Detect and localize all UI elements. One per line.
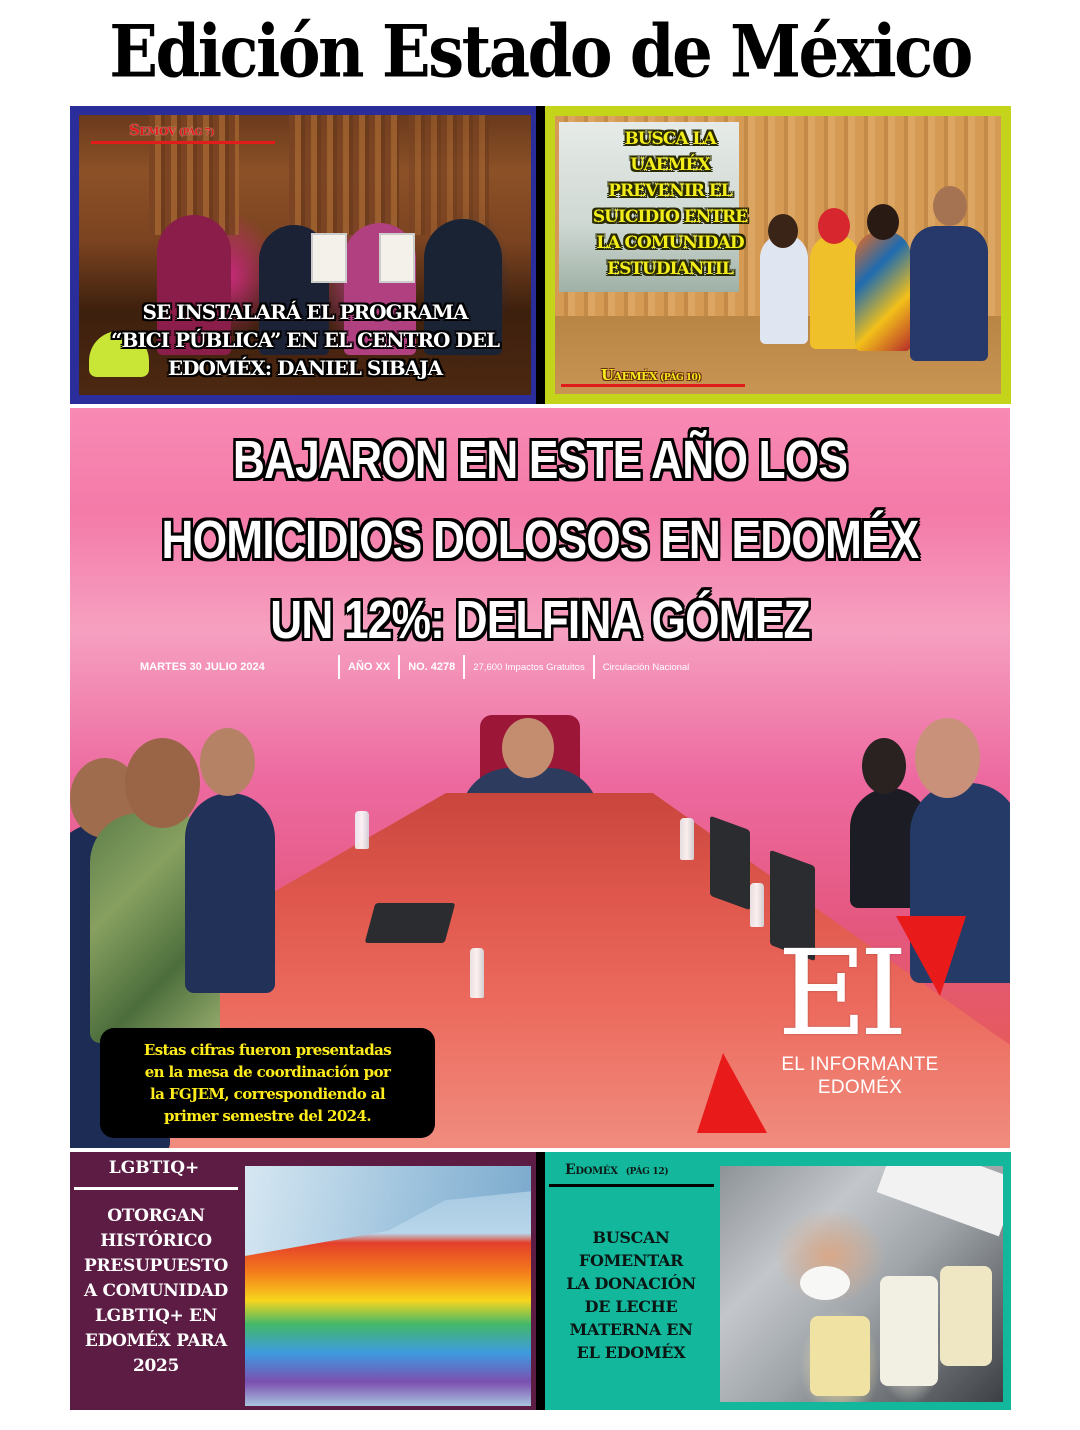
- signed-document: [379, 233, 415, 283]
- headline-line: A COMUNIDAD: [84, 1281, 228, 1301]
- headline-line: UN 12%: DELFINA GÓMEZ: [270, 590, 810, 650]
- water-bottle: [470, 948, 484, 998]
- logo-mark: EI: [777, 924, 900, 1062]
- photo-caption: [144, 1039, 391, 1127]
- headline-line: LA COMUNIDAD: [596, 233, 744, 253]
- person-figure: [185, 793, 275, 993]
- section-tag-uaemex[interactable]: [601, 366, 701, 384]
- headline-line: EL EDOMÉX: [576, 1343, 686, 1362]
- headline-line: LA DONACIÓN: [566, 1274, 696, 1293]
- person-head: [502, 718, 554, 778]
- story-headline[interactable]: [79, 298, 531, 382]
- caption-line: Estas cifras fueron presentadas: [143, 1041, 392, 1059]
- water-bottle: [680, 818, 694, 860]
- caption-line: en la mesa de coordinación por: [144, 1063, 391, 1081]
- headline-line: PREVENIR EL: [608, 181, 732, 201]
- section-tag-label: Edoméx: [565, 1162, 618, 1178]
- story-photo-rainbow-flag: [245, 1166, 531, 1406]
- headline-line: PRESUPUESTO: [84, 1256, 228, 1276]
- headline-line: UAEMÉX: [630, 155, 710, 175]
- milk-jar: [810, 1316, 870, 1396]
- column-divider: [536, 1152, 545, 1410]
- section-underline: [91, 141, 275, 144]
- person-figure: [855, 231, 911, 351]
- main-headline[interactable]: [155, 420, 926, 660]
- section-tag-semov[interactable]: [129, 121, 214, 139]
- person-figure: [910, 226, 988, 361]
- info-separator: [398, 655, 400, 679]
- story-photo-panel-discussion: [555, 116, 1001, 394]
- section-tag-label: Uaeméx: [601, 366, 658, 384]
- story-card-lgbtiq-budget[interactable]: [70, 1152, 540, 1410]
- story-headline[interactable]: [565, 126, 775, 282]
- microphone-base: [365, 903, 456, 943]
- headline-line: MATERNA EN: [569, 1320, 693, 1339]
- column-divider: [536, 106, 545, 404]
- person-figure: [810, 234, 860, 349]
- headline-line: EDOMÉX PARA: [84, 1331, 228, 1351]
- issue-number: NO. 4278: [408, 661, 456, 673]
- headline-line: BAJARON EN ESTE AÑO LOS: [232, 430, 848, 490]
- info-separator: [593, 655, 595, 679]
- laptop: [710, 816, 750, 911]
- logo-name-line: EL INFORMANTE: [781, 1054, 939, 1075]
- person-head: [867, 204, 899, 240]
- el-informante-logo: [700, 913, 1010, 1143]
- wood-panel: [289, 115, 399, 235]
- info-separator: [338, 655, 340, 679]
- issue-year: AÑO XX: [348, 661, 391, 673]
- page-reference: (PÁG 10): [660, 373, 702, 383]
- main-story[interactable]: [70, 408, 1010, 1148]
- issue-circulation: Circulación Nacional: [602, 661, 690, 673]
- story-photo-signing-ceremony: [79, 115, 531, 395]
- section-tag-lgbtiq[interactable]: LGBTIQ+: [108, 1158, 200, 1178]
- section-underline: [549, 1184, 714, 1187]
- photo-caption-box: [100, 1028, 435, 1138]
- logo-name: [750, 1053, 970, 1099]
- issue-impressions: 27,600 Impactos Gratuitos: [473, 661, 585, 673]
- person-head: [862, 738, 906, 794]
- headline-line: LGBTIQ+ EN: [95, 1306, 217, 1326]
- person-head: [125, 738, 200, 828]
- person-head: [818, 208, 850, 244]
- section-underline: [561, 384, 745, 387]
- headline-line: HOMICIDIOS DOLOSOS EN EDOMÉX: [161, 510, 919, 570]
- headline-line: DE LECHE: [584, 1297, 678, 1316]
- headline-line: OTORGAN: [107, 1206, 205, 1226]
- jar-lid: [800, 1266, 850, 1300]
- info-separator: [463, 655, 465, 679]
- caption-line: primer semestre del 2024.: [163, 1107, 371, 1125]
- headline-line: BUSCAN: [592, 1228, 670, 1247]
- signed-document: [311, 233, 347, 283]
- white-cloth: [877, 1166, 1003, 1236]
- headline-line: BUSCA LA: [624, 129, 716, 149]
- headline-line: SE INSTALARÁ EL PROGRAMA: [142, 300, 468, 324]
- headline-line: SUICIDIO ENTRE: [592, 207, 748, 227]
- story-card-bici-publica[interactable]: [70, 106, 540, 404]
- headline-line: HISTÓRICO: [100, 1231, 212, 1251]
- issue-info-bar: [140, 654, 689, 680]
- headline-line: FOMENTAR: [578, 1251, 684, 1270]
- masthead: [0, 8, 1080, 98]
- logo-name-line: EDOMÉX: [817, 1077, 903, 1098]
- sky: [245, 1166, 531, 1256]
- story-card-breast-milk-donation[interactable]: [545, 1152, 1011, 1410]
- edition-title: Edición Estado de México: [109, 10, 971, 95]
- person-head: [915, 718, 980, 798]
- wood-panel: [409, 115, 489, 235]
- page-reference: (PÁG 12): [625, 1167, 669, 1177]
- section-underline: [74, 1187, 238, 1190]
- page-reference: (PÁG 7): [178, 128, 215, 138]
- headline-line: EDOMÉX: DANIEL SIBAJA: [167, 356, 443, 380]
- story-card-uaemex-suicide-prevention[interactable]: [545, 106, 1011, 404]
- caption-line: la FGJEM, correspondiendo al: [150, 1085, 385, 1103]
- story-headline[interactable]: [545, 1226, 717, 1364]
- person-head: [933, 186, 967, 226]
- issue-date: MARTES 30 JULIO 2024: [140, 661, 265, 673]
- story-photo-milk-jars: [720, 1166, 1003, 1402]
- headline-line: “BICI PÚBLICA” EN EL CENTRO DEL: [110, 328, 500, 352]
- water-bottle: [355, 811, 369, 849]
- milk-jar: [940, 1266, 992, 1366]
- headline-line: 2025: [132, 1356, 180, 1376]
- story-headline[interactable]: [70, 1204, 242, 1379]
- milk-jar: [880, 1276, 938, 1386]
- headline-line: ESTUDIANTIL: [607, 259, 733, 279]
- person-head: [200, 728, 255, 796]
- section-tag-label: Semov: [129, 121, 176, 139]
- section-tag-edomex[interactable]: [565, 1162, 668, 1178]
